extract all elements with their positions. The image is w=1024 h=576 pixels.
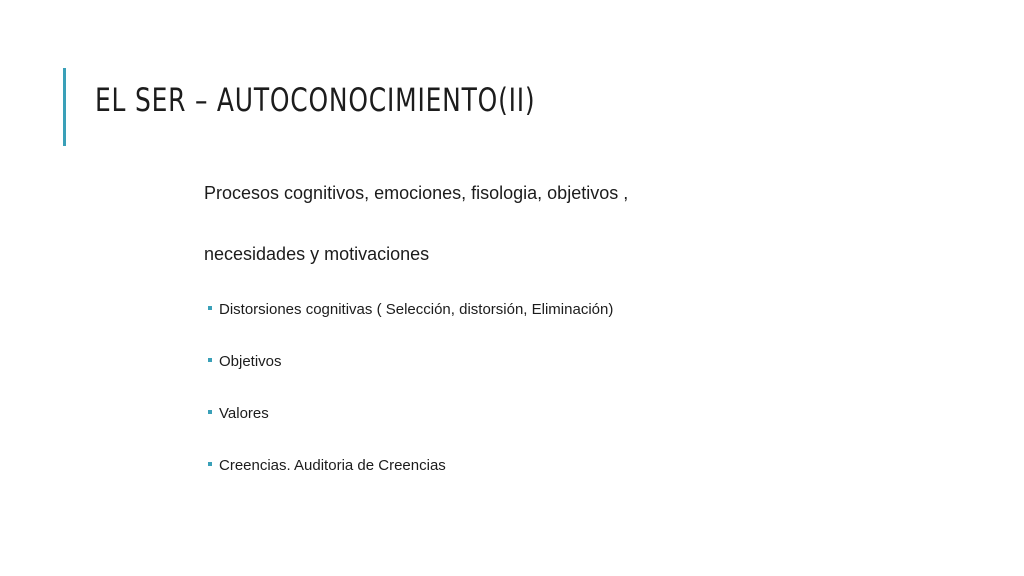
body-text-line-2: necesidades y motivaciones bbox=[204, 244, 430, 264]
bullet-list bbox=[208, 300, 613, 508]
square-bullet-icon bbox=[208, 410, 212, 414]
body-text-line-1: Procesos cognitivos, emociones, fisologia, objetivos , bbox=[204, 183, 629, 203]
square-bullet-icon bbox=[208, 306, 212, 310]
bullet-item-distorsiones bbox=[208, 300, 613, 318]
bullet-text: Distorsiones cognitivas ( Selección, distorsión, Eliminación) bbox=[219, 300, 614, 318]
bullet-text: Objetivos bbox=[219, 352, 282, 370]
bullet-item-objetivos bbox=[208, 352, 613, 370]
bullet-item-creencias bbox=[208, 456, 613, 474]
bullet-text: Valores bbox=[219, 404, 269, 422]
bullet-text: Creencias. Auditoria de Creencias bbox=[219, 456, 446, 474]
bullet-item-valores bbox=[208, 404, 613, 422]
square-bullet-icon bbox=[208, 462, 212, 466]
title-accent-bar bbox=[63, 68, 66, 146]
square-bullet-icon bbox=[208, 358, 212, 362]
slide-title: EL SER – AUTOCONOCIMIENTO(II) bbox=[95, 81, 536, 119]
